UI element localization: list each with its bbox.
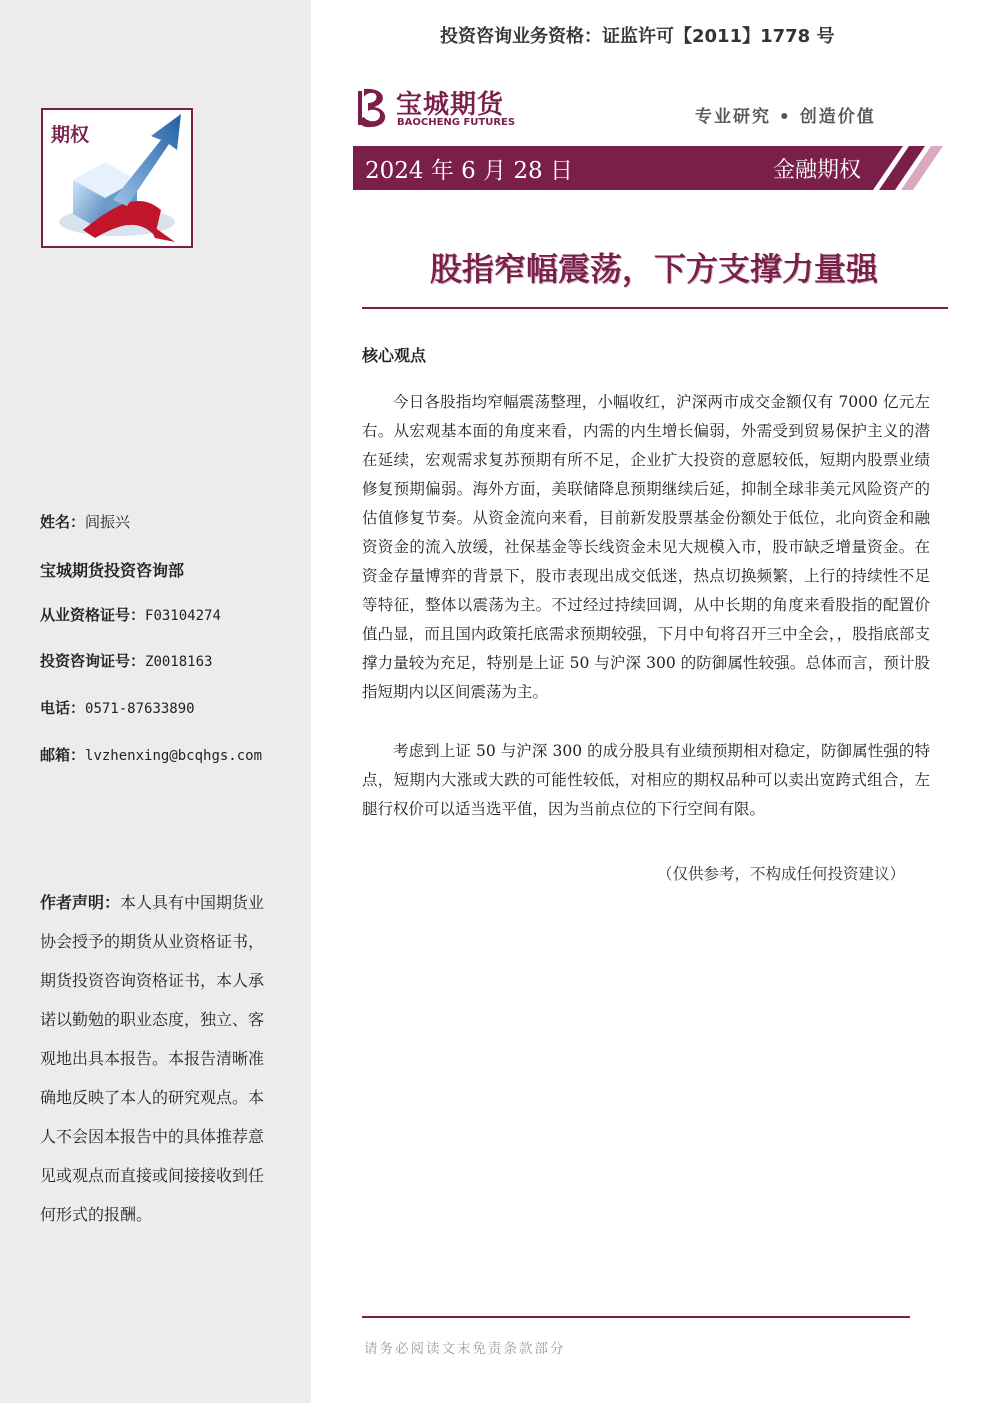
report-title: 股指窄幅震荡，下方支撑力量强 [429, 250, 878, 288]
email-value[interactable]: lvzhenxing@bcqhgs.com [85, 748, 263, 764]
section-heading: 核心观点 [362, 346, 427, 365]
logo-text-en: BAOCHENG FUTURES [397, 117, 516, 128]
phone-value: 0571-87633890 [85, 701, 195, 717]
author-statement [40, 883, 272, 1234]
contact-name-label: 姓名： [40, 513, 86, 531]
advisory-cert-row [40, 650, 212, 671]
footer-disclaimer-link[interactable]: 请务必阅读文末免责条款部分 [364, 1341, 566, 1357]
footer-divider [362, 1316, 910, 1318]
slogan: 专业研究 • 创造价值 [695, 107, 876, 127]
phone-row [40, 697, 195, 718]
paragraph: 考虑到上证 50 与沪深 300 的成分股具有业绩预期相对稳定，防御属性强的特点，短期内大涨或大跌的可能性较低，对相应的期权品种可以卖出宽跨式组合，左腿行权价可以适当选平值，因为当前点位的下行空间有限。 [362, 742, 930, 818]
email-row [40, 744, 262, 765]
baocheng-logo-icon [356, 85, 394, 131]
disclaimer-note: （仅供参考，不构成任何投资建议） [657, 865, 906, 883]
report-category: 金融期权 [773, 158, 862, 183]
logo-text-cn: 宝城期货 [396, 90, 505, 120]
qualification-label: 从业资格证号： [40, 606, 146, 624]
department: 宝城期货投资咨询部 [40, 561, 185, 580]
advisory-cert-label: 投资咨询证号： [40, 652, 146, 670]
author-statement-label: 作者声明： [40, 893, 121, 912]
author-statement-text: 本人具有中国期货业协会授予的期货从业资格证书，期货投资咨询资格证书，本人承诺以勤勉的职业态度，独立、客观地出具本报告。本报告清晰准确地反映了本人的研究观点。本人不会因本报告中的具体推荐意见或观点而直接或间接接收到任何形式的报酬。 [40, 893, 265, 1224]
license-line: 投资咨询业务资格：证监许可【2011】1778 号 [440, 26, 835, 47]
report-date: 2024 年 6 月 28 日 [365, 158, 573, 184]
contact-name-row [40, 511, 130, 532]
hero-label: 期权 [51, 124, 90, 146]
qualification-value: F03104274 [145, 608, 221, 624]
email-label: 邮箱： [40, 746, 86, 764]
phone-label: 电话： [40, 699, 86, 717]
contact-name-value: 闾振兴 [85, 513, 131, 531]
advisory-cert-value: Z0018163 [145, 654, 213, 670]
title-divider [362, 307, 948, 309]
paragraph: 今日各股指均窄幅震荡整理，小幅收红，沪深两市成交金额仅有 7000 亿元左右。从宏观基本面的角度来看，内需的内生增长偏弱，外需受到贸易保护主义的潜在延续，宏观需求复苏预期有所不足，企业扩大投资的意愿较低，短期内股票业绩修复预期偏弱。海外方面，美联储降息预期继续后延，抑制全球非美元风险资产的估值修复节奏。从资金流向来看，目前新发股票基金份额处于低位，北向资金和融资资金的流入放缓，社保基金等长线资金未见大规模入市，股市缺乏增量资金。在资金存量博弈的背景下，股市表现出成交低迷，热点切换频繁，上行的持续性不足等特征，整体以震荡为主。不过经过持续回调，从中长期的角度来看股指的配置价值凸显，而且国内政策托底需求预期较强，下月中旬将召开三中全会，，股指底部支撑力量较为充足，特别是上证 50 与沪深 300 的防御属性较强。总体而言，预计股指短期内以区间震荡为主。 [362, 393, 930, 701]
qualification-row [40, 604, 221, 625]
options-cover-image [41, 108, 193, 248]
